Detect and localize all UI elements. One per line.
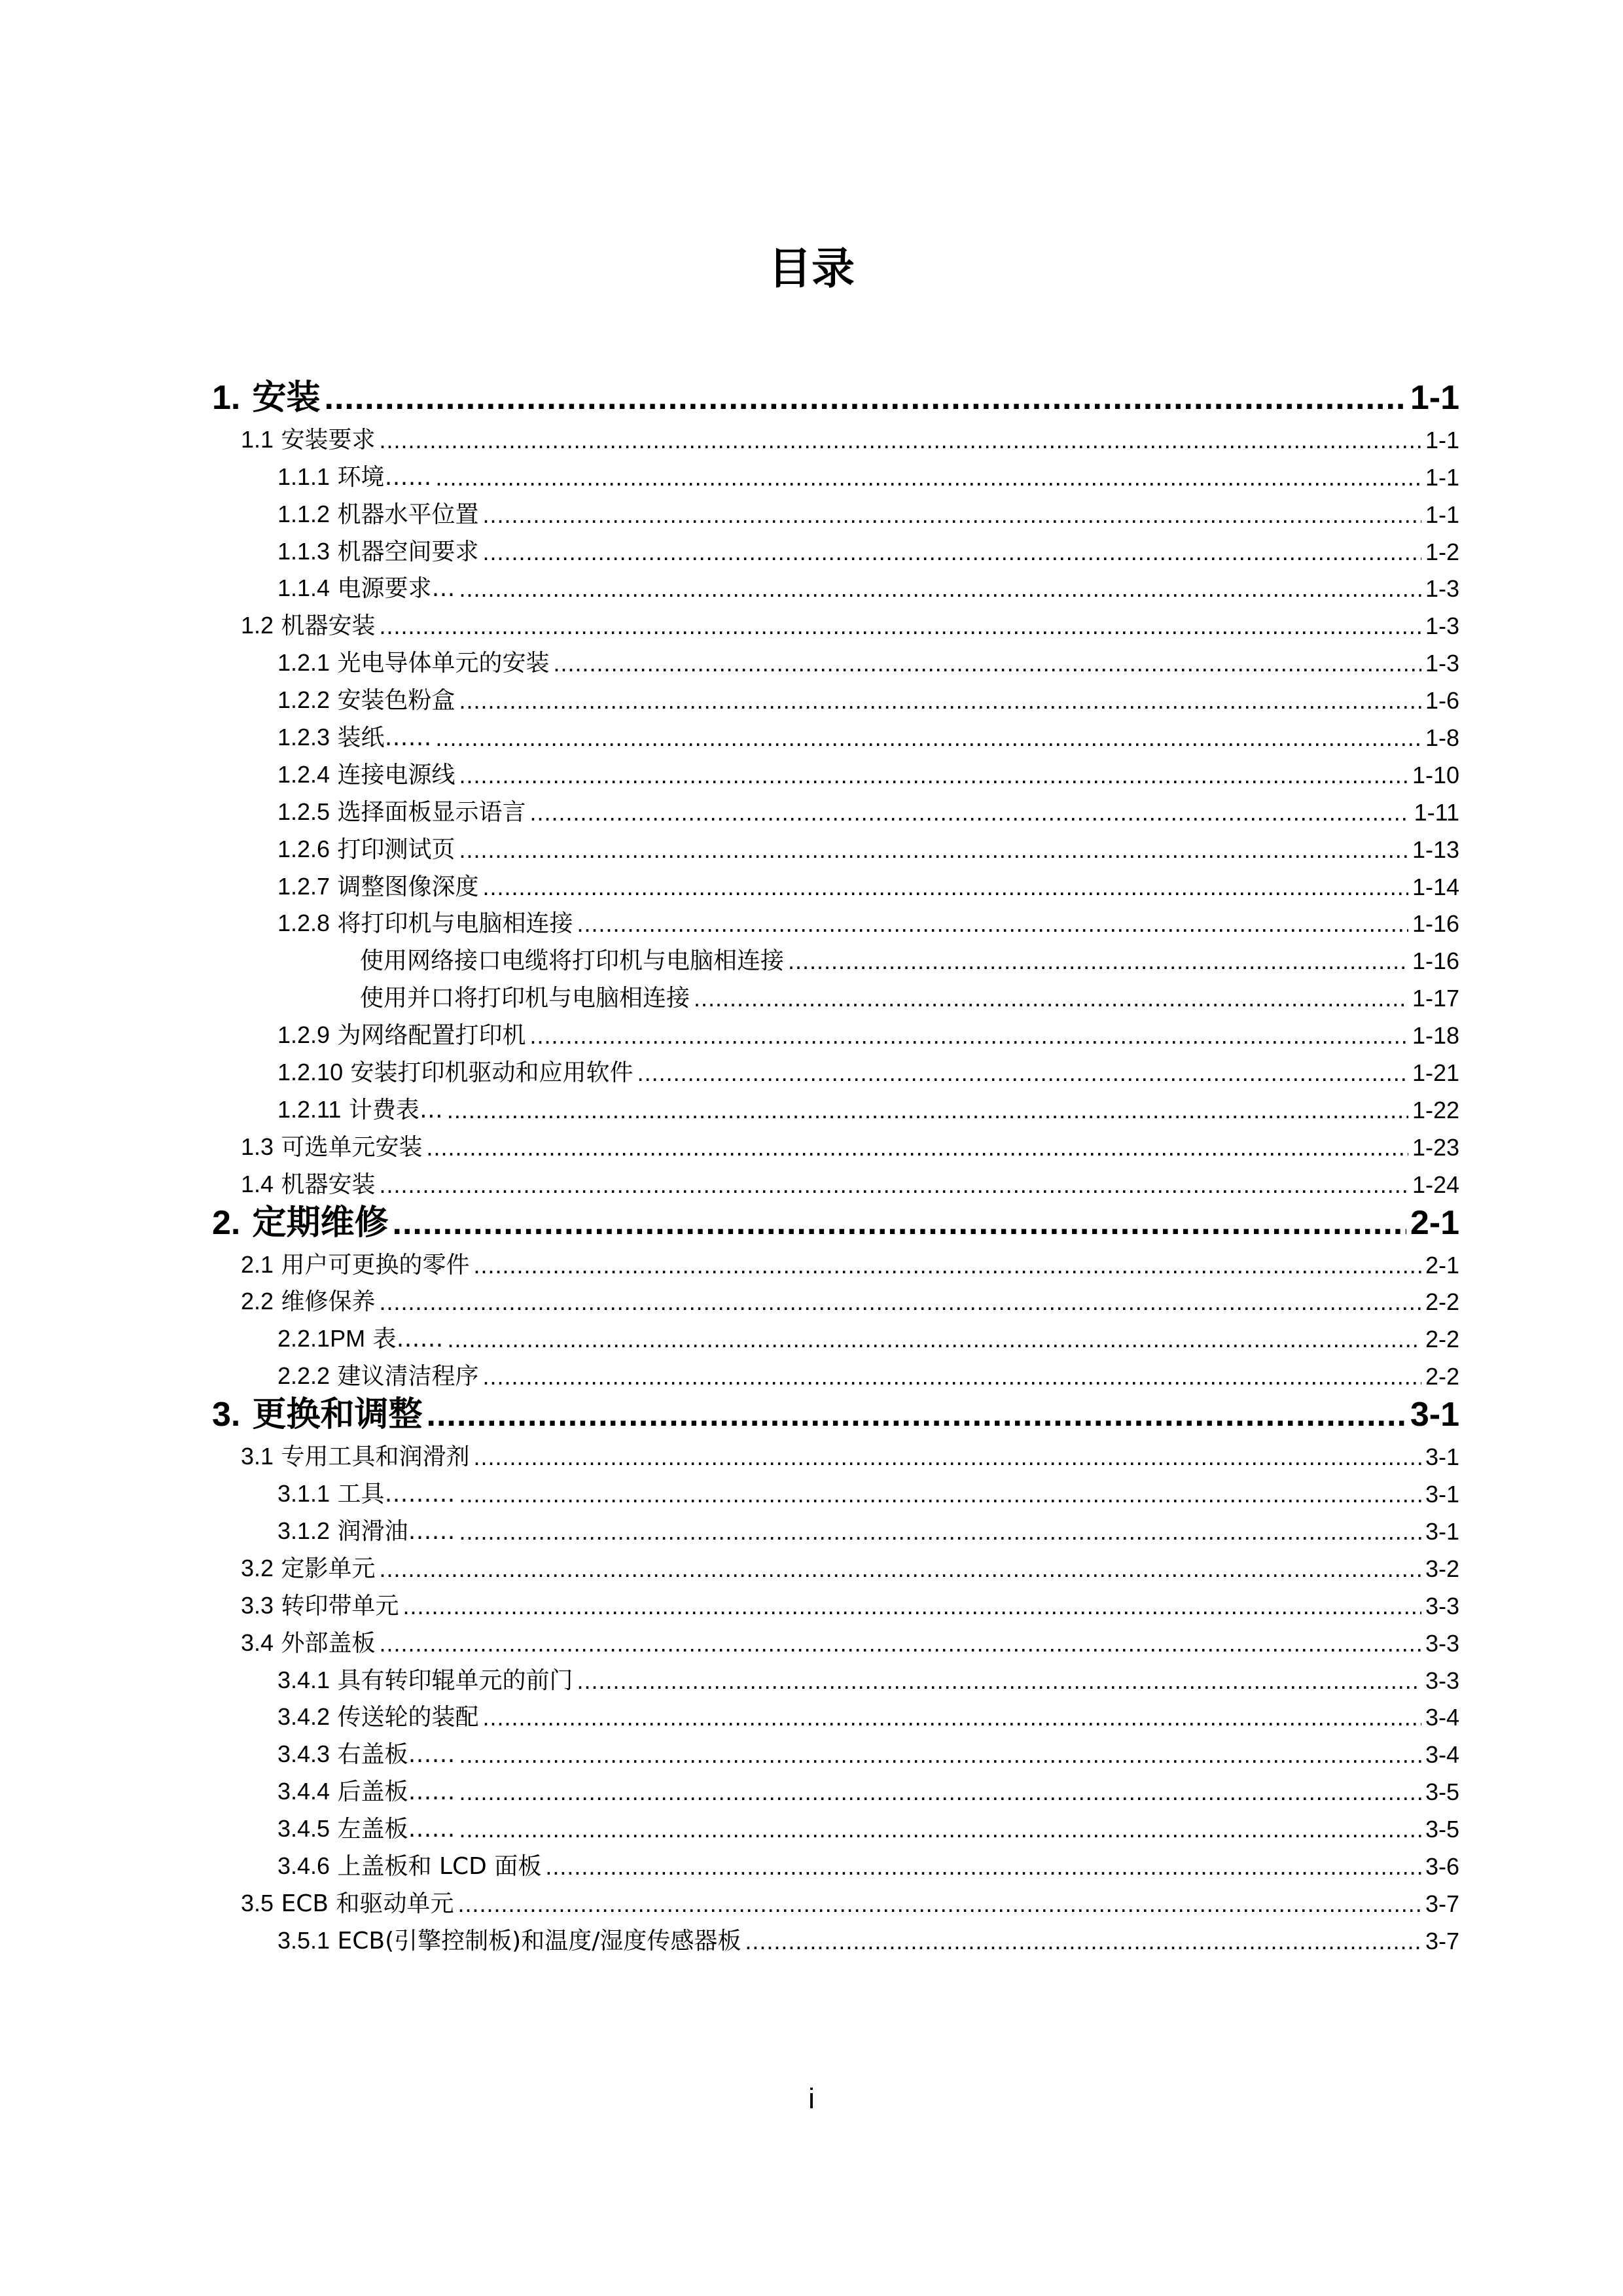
toc-entry-page: 2-1 (1425, 1251, 1459, 1279)
toc-entry-label (277, 1852, 541, 1881)
toc-entry-page: 3-2 (1425, 1555, 1459, 1582)
toc-entry-title: 调整图像深度 (337, 873, 479, 900)
page-title: 目录 (768, 243, 855, 294)
toc-entry-number: 2.2 (241, 1288, 274, 1315)
toc-entry-number: 1.2.2 (277, 686, 330, 714)
toc-entry-label (277, 1777, 455, 1807)
toc-entry[interactable] (212, 1769, 1459, 1807)
toc-entry-label (277, 1740, 455, 1769)
toc-entry-label (241, 1250, 470, 1280)
toc-entry-label (277, 537, 479, 567)
toc-entry-number: 1.2.4 (277, 760, 330, 788)
toc-entry[interactable] (212, 1087, 1459, 1125)
toc-entry[interactable] (212, 1125, 1459, 1162)
toc-entry-number: 1.2.3 (277, 724, 330, 751)
toc-entry-label (241, 1889, 454, 1918)
toc-entry-label (277, 798, 526, 827)
toc-entry-title: 将打印机与电脑相连接 (337, 910, 573, 938)
toc-entry-page: 1-13 (1412, 836, 1459, 863)
toc-entry-page: 1-17 (1412, 985, 1459, 1012)
toc-entry-label (212, 1395, 423, 1434)
toc-entry[interactable] (212, 1280, 1459, 1317)
toc-dot-leader (436, 724, 1421, 752)
toc-entry-page: 1-1 (1425, 463, 1459, 491)
toc-entry-title: 安装色粉盒 (337, 687, 455, 715)
toc-dot-leader (577, 1667, 1421, 1695)
toc-entry-title: 可选单元安装 (281, 1133, 423, 1161)
toc-entry-label (241, 1133, 423, 1162)
toc-entry-title: 维修保养 (281, 1288, 376, 1316)
toc-entry[interactable] (212, 938, 1459, 976)
toc-entry-page: 3-7 (1425, 1927, 1459, 1954)
toc-entry-title: 安装打印机驱动和应用软件 (350, 1059, 633, 1087)
toc-entry-page: 3-3 (1425, 1592, 1459, 1619)
toc-entry-number: 3. (212, 1396, 241, 1434)
toc-entry-page: 1-3 (1425, 650, 1459, 677)
toc-entry-number: 3.4.4 (277, 1778, 330, 1805)
toc-dot-leader (459, 1517, 1421, 1546)
toc-entry-title: 机器安装 (281, 1171, 376, 1198)
toc-entry-number: 1.2 (241, 612, 274, 639)
toc-entry-page: 1-21 (1412, 1059, 1459, 1087)
toc-dot-leader (483, 501, 1421, 529)
toc-entry-number: 3.5 (241, 1889, 274, 1916)
toc-dot-leader (459, 1778, 1421, 1807)
toc-entry-label (277, 1095, 443, 1125)
toc-entry-page: 3-3 (1425, 1667, 1459, 1694)
toc-entry-label (241, 1554, 376, 1583)
table-of-contents (212, 374, 1459, 1956)
toc-entry-page: 1-10 (1412, 761, 1459, 788)
toc-entry-label (277, 1362, 479, 1391)
toc-entry-title: 计费表… (348, 1096, 443, 1123)
toc-dot-leader (427, 1395, 1406, 1434)
toc-entry-title: 用户可更换的零件 (281, 1251, 470, 1279)
toc-entry-title: 工具……… (337, 1481, 455, 1508)
toc-entry[interactable] (212, 529, 1459, 567)
toc-entry-label (277, 648, 550, 678)
toc-entry-title: 机器空间要求 (337, 538, 479, 565)
toc-dot-leader (380, 426, 1421, 455)
toc-entry[interactable] (212, 1472, 1459, 1509)
toc-entry-label (277, 1479, 455, 1509)
toc-entry-page: 3-1 (1425, 1443, 1459, 1471)
toc-dot-leader (380, 1171, 1408, 1199)
toc-entry-number: 1.1.1 (277, 463, 330, 490)
toc-entry-page: 1-14 (1412, 873, 1459, 900)
toc-dot-leader (448, 1325, 1421, 1354)
toc-entry-page: 1-8 (1425, 724, 1459, 752)
toc-entry-title: 外部盖板 (281, 1629, 376, 1657)
toc-entry-number: 2. (212, 1203, 241, 1242)
toc-entry-page: 3-1 (1425, 1517, 1459, 1545)
toc-dot-leader (474, 1251, 1421, 1280)
toc-entry-number: 1.2.1 (277, 649, 330, 677)
toc-entry-label (212, 378, 321, 417)
toc-entry-number: 3.5.1 (277, 1926, 330, 1954)
toc-entry-label (360, 984, 690, 1013)
toc-entry-title: ECB(引擎控制板)和温度/湿度传感器板 (337, 1927, 741, 1954)
toc-entry-label (277, 723, 432, 752)
toc-entry-number: 1.1.3 (277, 537, 330, 565)
toc-entry[interactable] (212, 1583, 1459, 1621)
toc-entry-page: 1-1 (1410, 379, 1459, 417)
toc-entry-page: 3-1 (1425, 1481, 1459, 1508)
toc-entry-label (277, 500, 479, 529)
toc-entry-page: 3-5 (1425, 1816, 1459, 1843)
toc-entry-title: 机器水平位置 (337, 501, 479, 528)
toc-entry-number: 1.2.5 (277, 798, 330, 825)
toc-entry[interactable] (212, 641, 1459, 678)
toc-dot-leader (393, 1203, 1406, 1243)
toc-entry-label (277, 1324, 444, 1354)
toc-entry[interactable] (212, 1881, 1459, 1918)
toc-dot-leader (458, 1890, 1421, 1918)
toc-entry-number: 1. (212, 379, 241, 417)
toc-dot-leader (554, 649, 1421, 678)
toc-dot-leader (380, 612, 1421, 641)
toc-entry-number: 1.2.9 (277, 1021, 330, 1049)
toc-entry-label (277, 686, 455, 715)
toc-entry-page: 2-2 (1425, 1288, 1459, 1316)
toc-entry-number: 1.2.11 (277, 1095, 342, 1123)
toc-dot-leader (380, 1288, 1421, 1316)
toc-entry-page: 1-3 (1425, 575, 1459, 603)
toc-entry-label (277, 1703, 479, 1732)
toc-entry-title: 机器安装 (281, 612, 376, 640)
toc-dot-leader (325, 378, 1406, 417)
toc-entry[interactable] (212, 603, 1459, 641)
toc-dot-leader (459, 761, 1408, 790)
toc-entry-title: 安装 (252, 378, 321, 417)
toc-dot-leader (637, 1059, 1408, 1087)
toc-entry-number: 1.4 (241, 1170, 274, 1197)
toc-entry-label (360, 947, 784, 976)
page-number: i (808, 2083, 815, 2115)
toc-entry[interactable] (212, 1354, 1459, 1391)
toc-entry-title: 环境…… (337, 463, 432, 491)
toc-entry-label (241, 1170, 376, 1199)
toc-entry-number: 3.4.2 (277, 1703, 330, 1731)
toc-entry-number: 1.1.2 (277, 500, 330, 527)
toc-entry-page: 1-3 (1425, 612, 1459, 640)
toc-entry-page: 3-7 (1425, 1890, 1459, 1917)
toc-entry[interactable] (212, 1658, 1459, 1695)
toc-entry-label (277, 872, 479, 902)
toc-entry[interactable] (212, 1434, 1459, 1472)
toc-entry-number: 1.1.4 (277, 574, 330, 602)
toc-entry-number: 3.1 (241, 1443, 274, 1470)
toc-entry[interactable] (212, 976, 1459, 1013)
toc-entry-number: 1.2.10 (277, 1059, 344, 1086)
toc-entry-page: 3-4 (1425, 1704, 1459, 1731)
toc-entry-page: 1-11 (1414, 798, 1459, 826)
toc-entry-page: 3-3 (1425, 1629, 1459, 1657)
toc-entry-number: 1.1 (241, 425, 274, 453)
toc-entry-title: 转印带单元 (281, 1592, 399, 1619)
toc-entry[interactable] (212, 790, 1459, 827)
toc-entry-page: 1-2 (1425, 538, 1459, 565)
toc-entry-title: 光电导体单元的安装 (337, 650, 550, 677)
toc-entry-page: 1-23 (1412, 1133, 1459, 1161)
toc-entry[interactable] (212, 1546, 1459, 1583)
toc-entry[interactable] (212, 417, 1459, 455)
toc-entry-title: 润滑油…… (337, 1517, 455, 1545)
toc-entry-page: 1-22 (1412, 1096, 1459, 1123)
toc-dot-leader (380, 1555, 1421, 1583)
toc-entry-label (241, 1442, 470, 1472)
toc-entry-title: 装纸…… (337, 724, 432, 752)
toc-entry[interactable] (212, 902, 1459, 939)
toc-entry-page: 1-16 (1412, 910, 1459, 938)
toc-entry-number: 3.3 (241, 1591, 274, 1619)
toc-entry[interactable] (212, 492, 1459, 529)
toc-entry[interactable] (212, 1621, 1459, 1658)
toc-dot-leader (459, 1815, 1421, 1844)
toc-entry-page: 2-1 (1410, 1203, 1459, 1242)
toc-entry[interactable] (212, 1695, 1459, 1733)
toc-entry[interactable] (212, 1316, 1459, 1354)
toc-entry-page: 2-2 (1425, 1326, 1459, 1353)
toc-dot-leader (459, 836, 1408, 864)
toc-entry-title: ECB 和驱动单元 (281, 1890, 454, 1917)
toc-entry[interactable] (212, 1243, 1459, 1280)
toc-entry-title: 表…… (372, 1326, 444, 1353)
toc-entry[interactable] (212, 1509, 1459, 1546)
toc-entry-label (277, 760, 455, 790)
toc-entry-title: 为网络配置打印机 (337, 1022, 526, 1050)
toc-entry[interactable] (212, 1732, 1459, 1769)
toc-entry-page: 1-1 (1425, 426, 1459, 453)
toc-entry-label (277, 1814, 455, 1844)
toc-entry-number: 2.2.2 (277, 1362, 330, 1390)
toc-entry-label (277, 1926, 741, 1956)
toc-entry-title: 电源要求… (337, 575, 455, 603)
toc-entry-label (241, 1629, 376, 1658)
toc-entry-title: 后盖板…… (337, 1778, 455, 1806)
toc-entry-label (277, 1021, 526, 1050)
toc-entry-title: 更换和调整 (252, 1394, 423, 1435)
toc-entry[interactable] (212, 1807, 1459, 1844)
toc-entry-number: 1.3 (241, 1133, 274, 1160)
toc-dot-leader (459, 1740, 1421, 1769)
toc-entry-page: 3-5 (1425, 1778, 1459, 1806)
toc-entry-page: 2-2 (1425, 1363, 1459, 1390)
toc-entry-number: 3.4.3 (277, 1740, 330, 1768)
toc-entry[interactable] (212, 567, 1459, 604)
toc-entry-title: 传送轮的装配 (337, 1704, 479, 1731)
toc-entry-page: 3-1 (1410, 1396, 1459, 1434)
toc-entry-page: 3-6 (1425, 1852, 1459, 1880)
toc-entry-number: 1.2.7 (277, 872, 330, 900)
toc-entry-number: 3.2 (241, 1554, 274, 1581)
toc-dot-leader (459, 1480, 1421, 1509)
toc-entry[interactable] (212, 1162, 1459, 1199)
toc-entry-title: 选择面板显示语言 (337, 798, 526, 826)
toc-entry-number: 3.4.1 (277, 1666, 330, 1693)
toc-dot-leader (745, 1927, 1421, 1956)
toc-entry-title: 左盖板…… (337, 1816, 455, 1843)
toc-dot-leader (447, 1096, 1408, 1125)
toc-dot-leader (483, 1703, 1421, 1732)
toc-entry[interactable] (212, 1844, 1459, 1881)
toc-entry-title: 打印测试页 (337, 836, 455, 863)
toc-entry-title: 安装要求 (281, 426, 376, 453)
toc-dot-leader (530, 798, 1410, 827)
toc-entry-label (241, 611, 376, 641)
toc-entry-title: 定期维修 (252, 1202, 389, 1243)
toc-entry-page: 1-6 (1425, 687, 1459, 715)
toc-dot-leader (403, 1592, 1421, 1621)
toc-entry-label (241, 1287, 376, 1316)
toc-entry-title: 使用网络接口电缆将打印机与电脑相连接 (360, 947, 785, 975)
toc-entry-label (277, 1517, 455, 1546)
toc-entry-title: 使用并口将打印机与电脑相连接 (360, 985, 690, 1012)
toc-entry[interactable] (212, 1013, 1459, 1050)
toc-entry-label (241, 1591, 399, 1621)
toc-entry-title: 上盖板和 LCD 面板 (337, 1852, 542, 1880)
toc-entry-title: 专用工具和润滑剂 (281, 1443, 470, 1471)
toc-entry-number: 3.4 (241, 1629, 274, 1656)
toc-entry-label (241, 425, 376, 455)
toc-entry-title: 连接电源线 (337, 761, 455, 788)
toc-entry-number: 3.4.5 (277, 1815, 330, 1843)
toc-dot-leader (459, 686, 1421, 715)
toc-entry-title: 定影单元 (281, 1555, 376, 1582)
toc-entry[interactable] (212, 1918, 1459, 1956)
toc-entry-number: 1.2.6 (277, 835, 330, 862)
toc-entry-page: 1-1 (1425, 501, 1459, 528)
toc-dot-leader (483, 538, 1421, 567)
toc-entry-title: 具有转印辊单元的前门 (337, 1667, 573, 1694)
toc-entry[interactable] (212, 678, 1459, 715)
toc-entry-label (277, 574, 455, 603)
toc-dot-leader (483, 1362, 1421, 1391)
toc-dot-leader (427, 1133, 1408, 1162)
toc-dot-leader (474, 1443, 1421, 1472)
toc-entry[interactable] (212, 1199, 1459, 1243)
toc-entry-title: 右盖板…… (337, 1741, 455, 1769)
toc-entry[interactable] (212, 864, 1459, 902)
toc-entry[interactable] (212, 374, 1459, 417)
toc-entry-number: 2.2.1PM (277, 1325, 366, 1352)
toc-dot-leader (459, 574, 1421, 603)
toc-dot-leader (483, 873, 1408, 902)
toc-entry-label (277, 1058, 633, 1087)
toc-entry[interactable] (212, 715, 1459, 752)
toc-entry[interactable] (212, 1391, 1459, 1434)
toc-dot-leader (788, 947, 1408, 976)
toc-entry-number: 1.2.8 (277, 910, 330, 937)
toc-entry-page: 1-18 (1412, 1022, 1459, 1050)
toc-entry-label (277, 1666, 573, 1695)
toc-entry-number: 3.1.1 (277, 1480, 330, 1508)
toc-entry[interactable] (212, 827, 1459, 864)
toc-entry-page: 1-24 (1412, 1171, 1459, 1198)
toc-entry-page: 1-16 (1412, 947, 1459, 975)
toc-entry-number: 3.1.2 (277, 1517, 330, 1544)
toc-dot-leader (577, 910, 1408, 938)
toc-entry-number: 3.4.6 (277, 1852, 330, 1879)
toc-entry[interactable] (212, 752, 1459, 790)
toc-entry-label (212, 1203, 389, 1243)
toc-entry[interactable] (212, 1050, 1459, 1087)
toc-dot-leader (530, 1021, 1408, 1050)
toc-dot-leader (545, 1852, 1421, 1881)
toc-entry-label (277, 463, 432, 492)
toc-entry-number: 2.1 (241, 1250, 274, 1278)
toc-entry-page: 3-4 (1425, 1741, 1459, 1769)
toc-dot-leader (436, 463, 1421, 492)
toc-entry[interactable] (212, 455, 1459, 492)
toc-entry-title: 建议清洁程序 (337, 1363, 479, 1390)
toc-dot-leader (694, 984, 1408, 1013)
toc-entry-label (277, 909, 573, 938)
toc-entry-label (277, 835, 455, 864)
toc-dot-leader (380, 1629, 1421, 1658)
